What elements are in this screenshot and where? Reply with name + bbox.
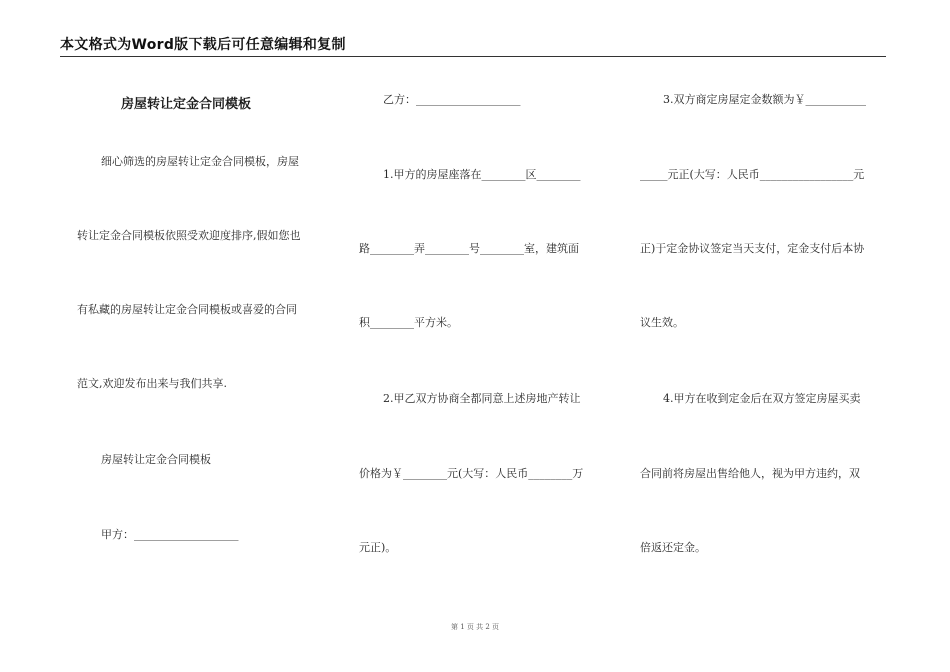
clause-4-line: 倍返还定金。 [640, 541, 706, 554]
clause-2-line: 价格为￥________元(大写：人民币________万 [359, 467, 584, 480]
clause-3-line: 议生效。 [640, 316, 684, 329]
clause-4-line: 4.甲方在收到定金后在双方签定房屋买卖 [663, 392, 861, 405]
party-b-line: 乙方：___________________ [383, 93, 521, 106]
clause-3-line: _____元正(大写：人民币_________________元 [640, 168, 865, 181]
page-number: 第 1 页 共 2 页 [450, 623, 500, 631]
clause-3-line: 3.双方商定房屋定金数额为￥___________ [663, 93, 866, 106]
document-header [60, 34, 886, 57]
clause-4-line: 合同前将房屋出售给他人，视为甲方违约，双 [640, 467, 860, 480]
clause-3-line: 正)于定金协议签定当天支付，定金支付后本协 [640, 242, 865, 255]
paragraph-line: 范文,欢迎发布出来与我们共享. [77, 377, 227, 390]
clause-1-line: 1.甲方的房屋座落在________区________ [383, 168, 581, 181]
clause-1-line: 路________弄________号________室，建筑面 [359, 242, 579, 255]
clause-2-line: 2.甲乙双方协商全都同意上述房地产转让 [383, 392, 581, 405]
clause-1-line: 积________平方米。 [359, 316, 458, 329]
paragraph-line: 转让定金合同模板依照受欢迎度排序,假如您也 [77, 229, 301, 242]
paragraph-line: 细心筛选的房屋转让定金合同模板，房屋 [101, 155, 299, 168]
header-text: 本文格式为Word版下载后可任意编辑和复制 [60, 37, 346, 53]
document-title: 房屋转让定金合同模板 [121, 97, 252, 112]
party-a-line: 甲方：___________________ [101, 528, 239, 541]
contract-subtitle: 房屋转让定金合同模板 [101, 453, 211, 466]
paragraph-line: 有私藏的房屋转让定金合同模板或喜爱的合同 [77, 303, 297, 316]
clause-2-line: 元正)。 [359, 541, 397, 554]
